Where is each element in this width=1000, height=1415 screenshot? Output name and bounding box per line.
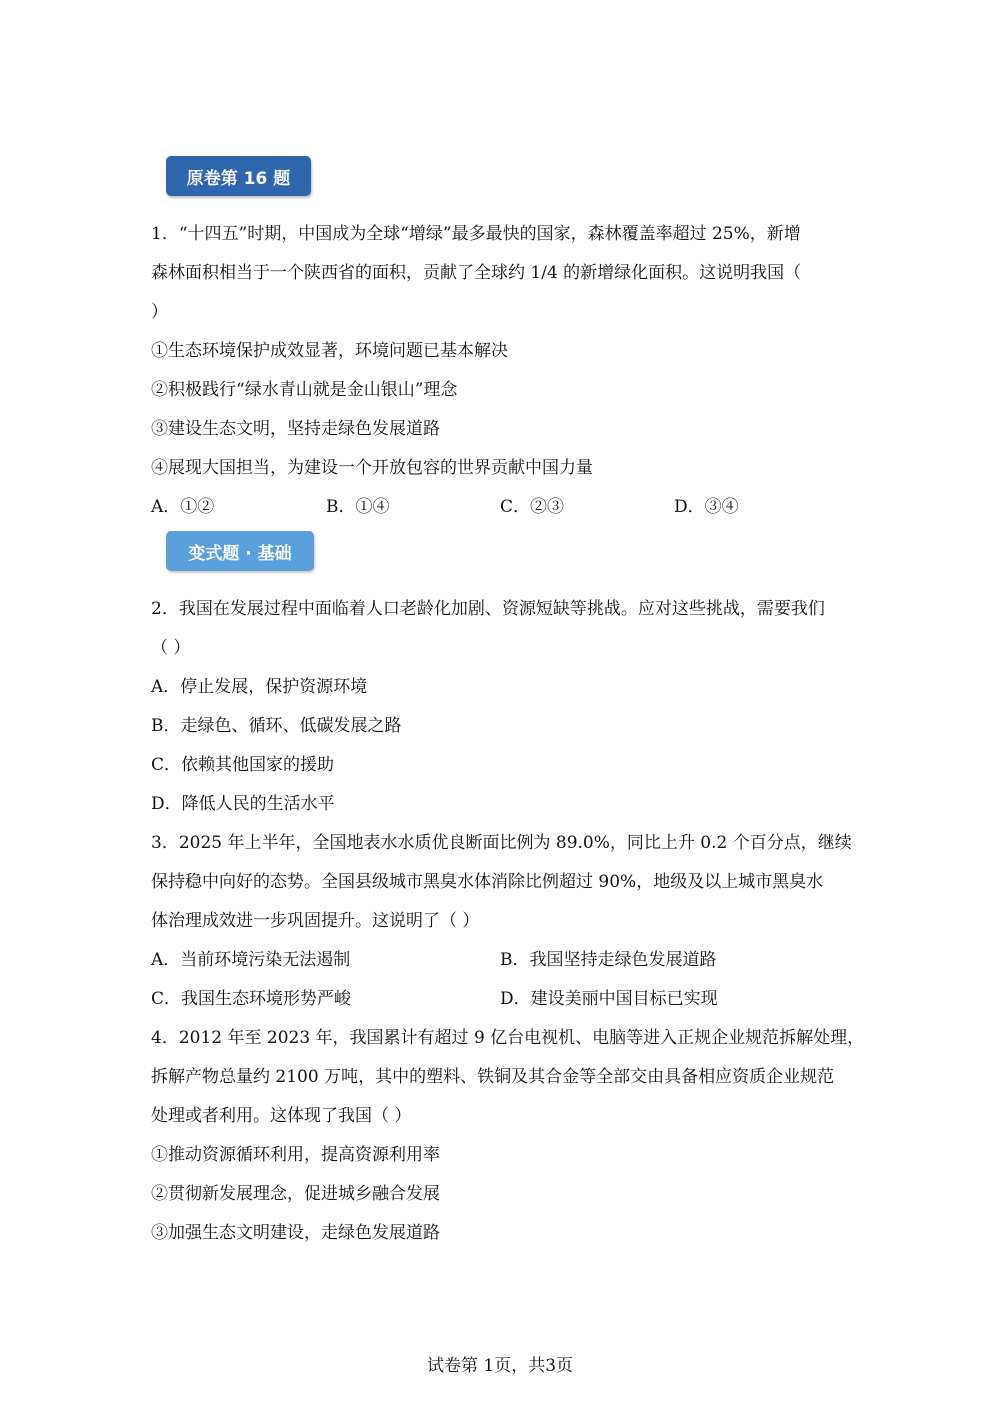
- q3-stem-line-3: 体治理成效进一步巩固提升。这说明了（ ）: [151, 911, 480, 931]
- q4-item-1: ①推动资源循环利用，提高资源利用率: [151, 1145, 440, 1165]
- q3-option-d[interactable]: D．建设美丽中国目标已实现: [500, 989, 718, 1009]
- q4-item-2: ②贯彻新发展理念，促进城乡融合发展: [151, 1184, 440, 1204]
- q3-stem-line-2: 保持稳中向好的态势。全国县级城市黑臭水体消除比例超过 90%，地级及以上城市黑臭水: [151, 872, 824, 892]
- q1-option-b[interactable]: B．①④: [326, 497, 390, 517]
- q1-stem-line-2: 森林面积相当于一个陕西省的面积，贡献了全球约 1/4 的新增绿化面积。这说明我国（: [151, 263, 802, 283]
- q1-stem-line-1: 1．“十四五”时期，中国成为全球“增绿”最多最快的国家，森林覆盖率超过 25%，新增: [151, 224, 801, 244]
- q1-item-2: ②积极践行“绿水青山就是金山银山”理念: [151, 380, 458, 400]
- q3-stem-line-1: 3．2025 年上半年，全国地表水水质优良断面比例为 89.0%，同比上升 0.2 个百分点，继续: [151, 833, 852, 853]
- q2-option-a[interactable]: A．停止发展，保护资源环境: [151, 677, 368, 697]
- q1-item-1: ①生态环境保护成效显著，环境问题已基本解决: [151, 341, 508, 361]
- q2-option-d[interactable]: D．降低人民的生活水平: [151, 794, 335, 814]
- q1-option-a[interactable]: A．①②: [151, 497, 215, 517]
- q1-option-c[interactable]: C．②③: [500, 497, 565, 517]
- q1-stem-line-3: ）: [151, 302, 168, 322]
- q3-option-c[interactable]: C．我国生态环境形势严峻: [151, 989, 352, 1009]
- page-footer: 试卷第 1页，共3页: [426, 1356, 574, 1376]
- q2-option-b[interactable]: B．走绿色、循环、低碳发展之路: [151, 716, 402, 736]
- q4-stem-line-1: 4．2012 年至 2023 年，我国累计有超过 9 亿台电视机、电脑等进入正规企业规范拆解处理，: [151, 1028, 865, 1048]
- q1-item-3: ③建设生态文明，坚持走绿色发展道路: [151, 419, 440, 439]
- q3-option-b[interactable]: B．我国坚持走绿色发展道路: [500, 950, 717, 970]
- q4-stem-line-3: 处理或者利用。这体现了我国（ ）: [151, 1106, 412, 1126]
- q2-stem-line-1: 2．我国在发展过程中面临着人口老龄化加剧、资源短缺等挑战。应对这些挑战，需要我们: [151, 599, 825, 619]
- original-question-badge: 原卷第 16 题: [166, 156, 311, 196]
- q1-options: [151, 495, 851, 519]
- q3-option-a[interactable]: A．当前环境污染无法遏制: [151, 950, 351, 970]
- q4-item-3: ③加强生态文明建设，走绿色发展道路: [151, 1223, 440, 1243]
- q3-options-row-1: [151, 948, 851, 972]
- q2-option-c[interactable]: C．依赖其他国家的援助: [151, 755, 335, 775]
- q2-stem-line-2: （ ）: [151, 638, 191, 658]
- q4-stem-line-2: 拆解产物总量约 2100 万吨，其中的塑料、铁铜及其合金等全部交由具备相应资质企业规范: [151, 1067, 835, 1087]
- q1-option-d[interactable]: D．③④: [674, 497, 739, 517]
- q3-options-row-2: [151, 987, 851, 1011]
- q1-item-4: ④展现大国担当，为建设一个开放包容的世界贡献中国力量: [151, 458, 593, 478]
- variant-basic-badge: 变式题 · 基础: [166, 531, 314, 571]
